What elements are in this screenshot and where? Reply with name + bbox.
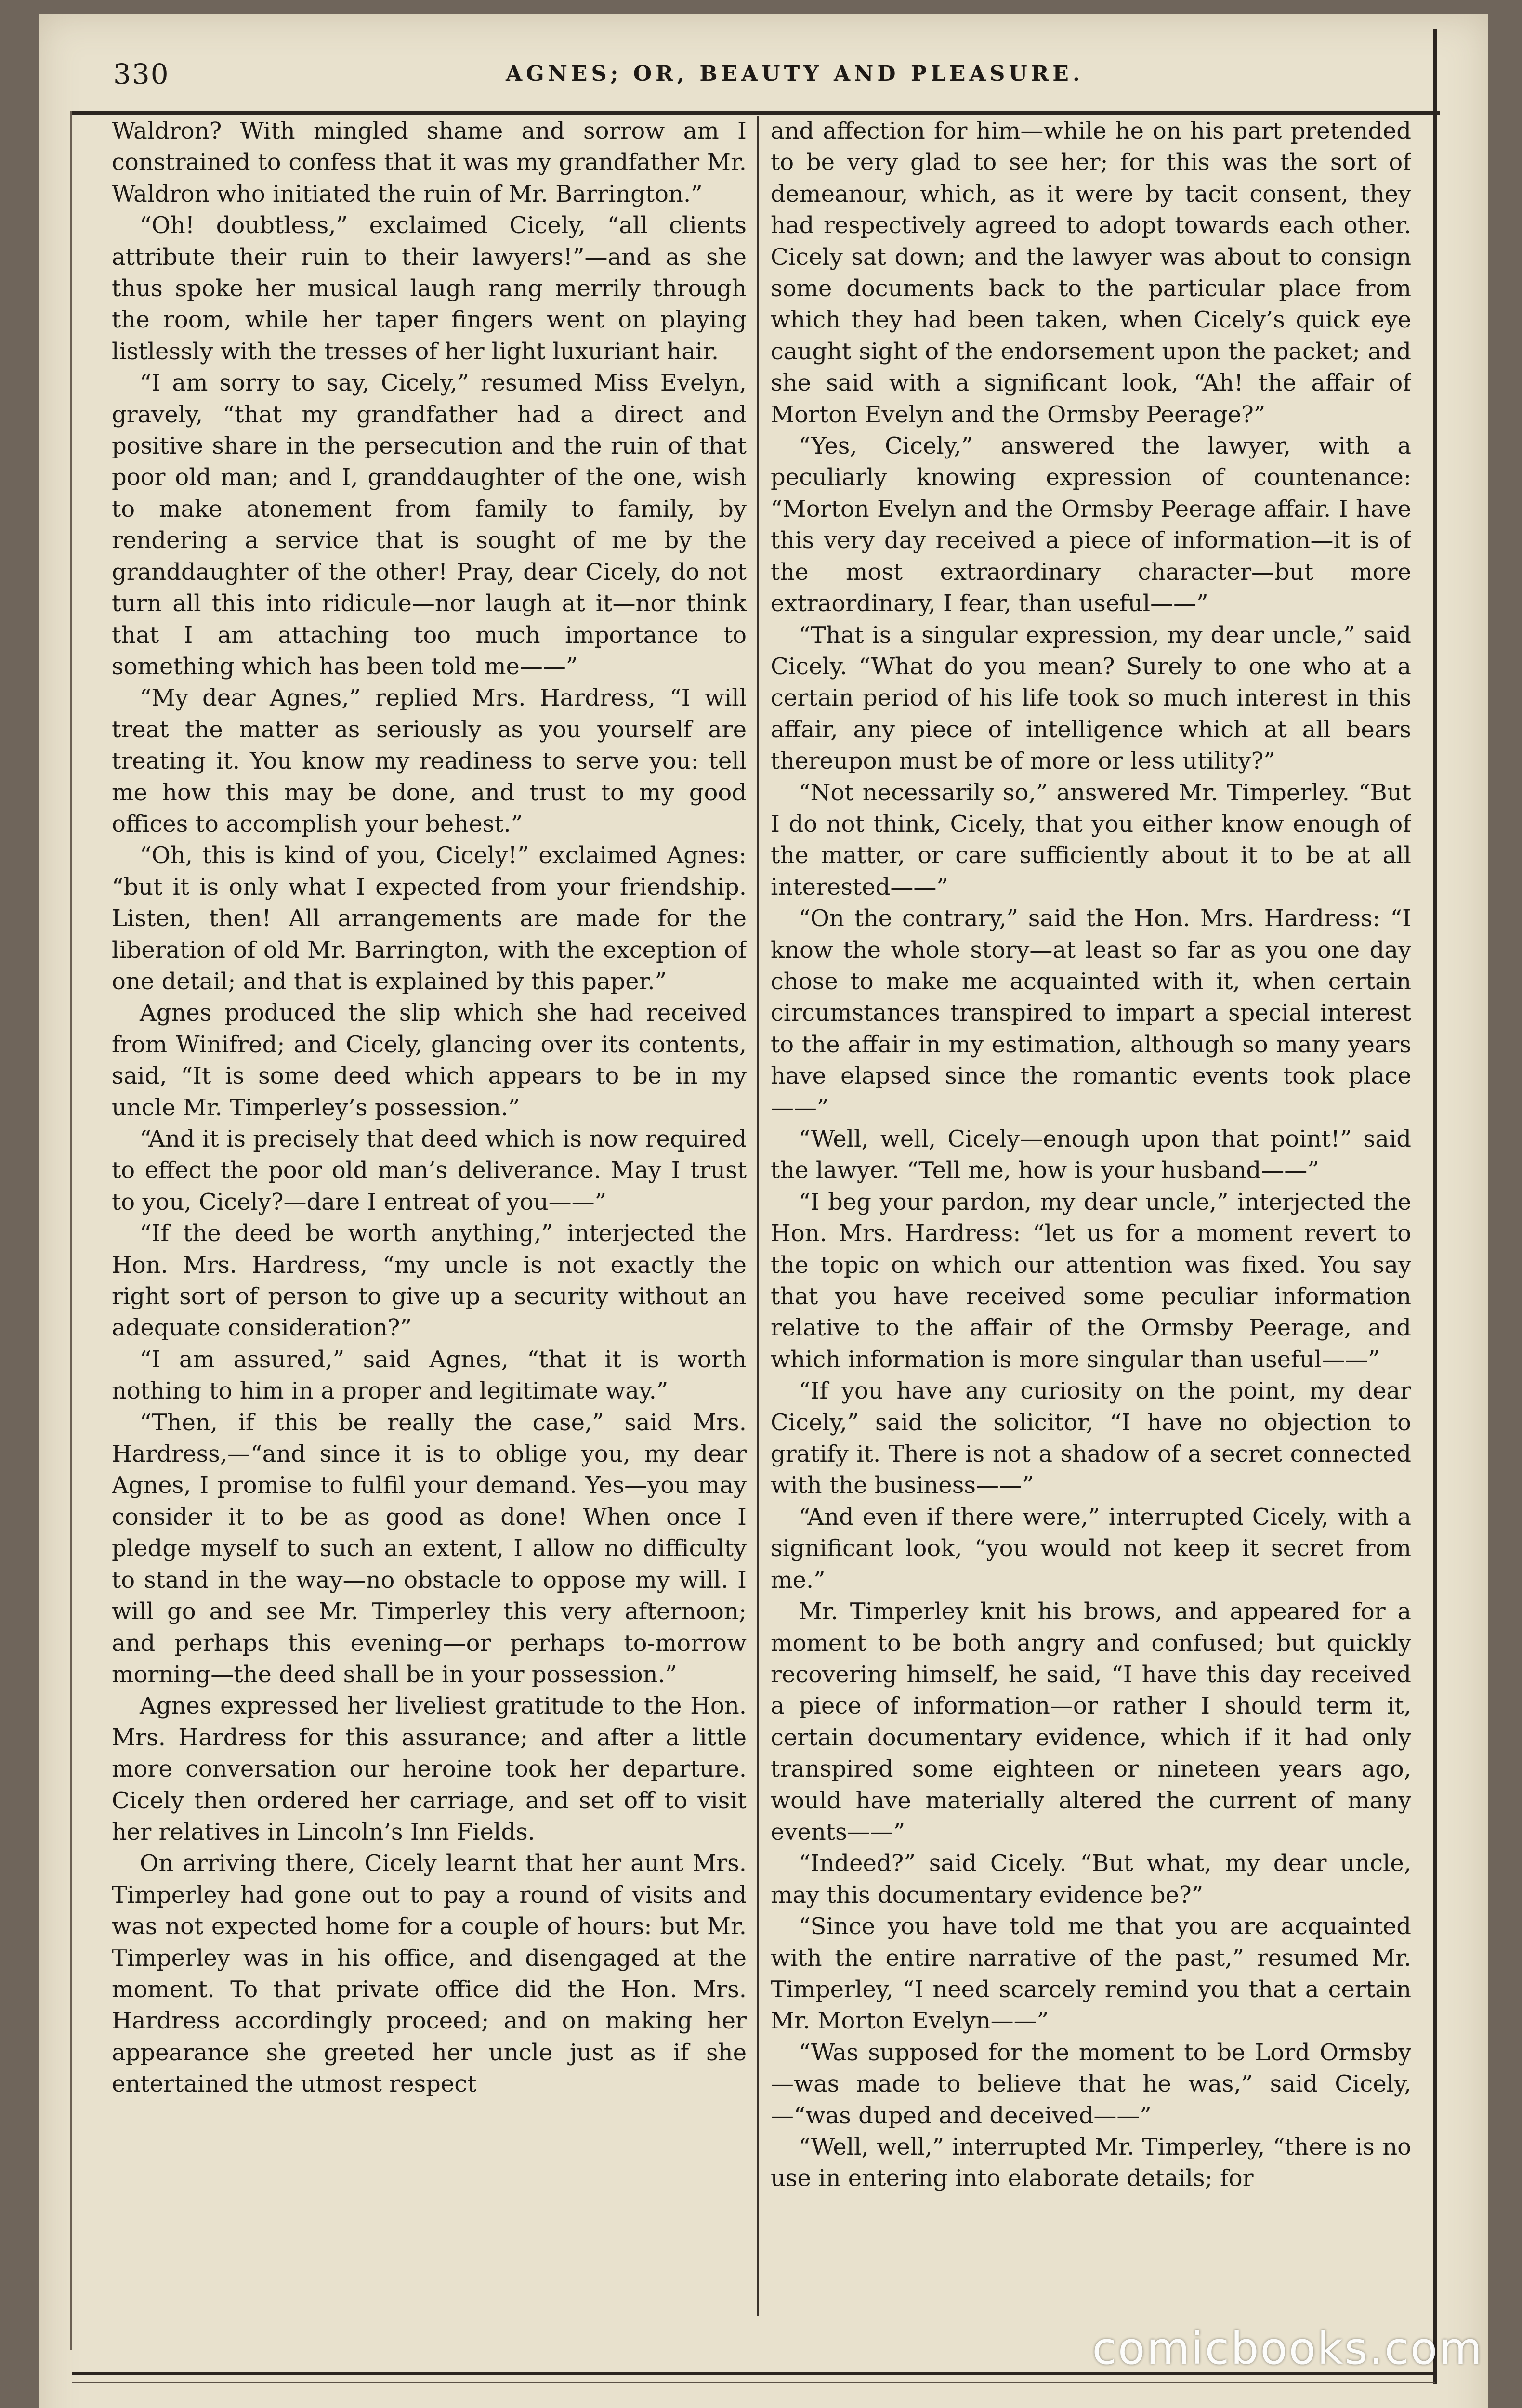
- paragraph: “If you have any curiosity on the point, my dear Cicely,” said the solicitor, “I have no objection to gratify it. There is not a shadow of a secret connected with the business——”: [771, 1377, 1411, 1499]
- paragraph: “Not necessarily so,” answered Mr. Timperley. “But I do not think, Cicely, that you either know enough of the matter, or care sufficiently about it to be at all interested——”: [771, 779, 1411, 901]
- running-title: AGNES; OR, BEAUTY AND PLEASURE.: [506, 62, 1084, 86]
- column-divider: [757, 116, 759, 2316]
- paragraph: “Was supposed for the moment to be Lord Ormsby—was made to believe that he was,” said Cicely,—“was duped and deceived——”: [771, 2039, 1411, 2129]
- paragraph: Waldron? With mingled shame and sorrow am I constrained to confess that it was my grandfather Mr. Waldron who initiated the ruin of Mr. Barrington.”: [112, 118, 747, 208]
- paragraph: “And even if there were,” interrupted Cicely, with a significant look, “you would not keep it secret from me.”: [771, 1503, 1411, 1594]
- paragraph: “Since you have told me that you are acquainted with the entire narrative of the past,” resumed Mr. Timperley, “I need scarcely remind you that a certain Mr. Morton Evelyn——”: [771, 1913, 1411, 2035]
- paragraph: “I beg your pardon, my dear uncle,” interjected the Hon. Mrs. Hardress: “let us for a moment revert to the topic on which our attention was fixed. You say that you have received some peculiar information relative to the affair of the Ormsby Peerage, and which information is more singular than useful——”: [771, 1188, 1411, 1373]
- watermark: comicbooks.com: [1092, 2323, 1483, 2374]
- paragraph: “My dear Agnes,” replied Mrs. Hardress, “I will treat the matter as seriously as you yourself are treating it. You know my readiness to serve you: tell me how this may be done, and trust to my good offices to accomplish your behest.”: [112, 684, 747, 838]
- top-rule: [70, 111, 1440, 115]
- paragraph: “Well, well, Cicely—enough upon that point!” said the lawyer. “Tell me, how is your husband——”: [771, 1125, 1411, 1184]
- paragraph: and affection for him—while he on his part pretended to be very glad to see her; for this was the sort of demeanour, which, as it were by tacit consent, they had respectively agreed to adopt towards each other. Cicely sat down; and the lawyer was about to consign some documents back to the particular place from which they had been taken, when Cicely’s quick eye caught sight of the endorsement upon the packet; and she said with a significant look, “Ah! the affair of Morton Evelyn and the Ormsby Peerage?”: [771, 118, 1411, 428]
- paragraph: “Then, if this be really the case,” said Mrs. Hardress,—“and since it is to oblige you, my dear Agnes, I promise to fulfil your demand. Yes—you may consider it to be as good as done! When once I pledge myself to such an extent, I allow no difficulty to stand in the way—no obstacle to oppose my will. I will go and see Mr. Timperley this very afternoon; and perhaps this evening—or perhaps to-morrow morning—the deed shall be in your possession.”: [112, 1409, 747, 1688]
- paragraph: Mr. Timperley knit his brows, and appeared for a moment to be both angry and confused; but quickly recovering himself, he said, “I have this day received a piece of information—or rather I should term it, certain documentary evidence, which if it had only transpired some eighteen or nineteen years ago, would have materially altered the current of many events——”: [771, 1598, 1411, 1845]
- paragraph: “Indeed?” said Cicely. “But what, my dear uncle, may this documentary evidence be?”: [771, 1850, 1411, 1909]
- paragraph: “On the contrary,” said the Hon. Mrs. Hardress: “I know the whole story—at least so far as you one day chose to make me acquainted with it, when certain circumstances transpired to impart a special interest to the affair in my estimation, although so many years have elapsed since the romantic events took place——”: [771, 905, 1411, 1121]
- paragraph: “I am sorry to say, Cicely,” resumed Miss Evelyn, gravely, “that my grandfather had a direct and positive share in the persecution and the ruin of that poor old man; and I, granddaughter of the one, wish to make atonement from family to family, by rendering a service that is sought of me by the granddaughter of the other! Pray, dear Cicely, do not turn all this into ridicule—nor laugh at it—nor think that I am attaching too much importance to something which has been told me——”: [112, 369, 747, 680]
- left-rule: [70, 111, 72, 2350]
- paragraph: “Yes, Cicely,” answered the lawyer, with a peculiarly knowing expression of countenance: “Morton Evelyn and the Ormsby Peerage affair. I have this very day received a piece of information—it is of the most extraordinary character—but more extraordinary, I fear, than useful——”: [771, 432, 1411, 617]
- bottom-rule-thin: [72, 2382, 1435, 2383]
- paragraph: Agnes produced the slip which she had received from Winifred; and Cicely, glancing over its contents, said, “It is some deed which appears to be in my uncle Mr. Timperley’s possession.”: [112, 999, 747, 1121]
- paragraph: “Oh, this is kind of you, Cicely!” exclaimed Agnes: “but it is only what I expected from your friendship. Listen, then! All arrangements are made for the liberation of old Mr. Barrington, with the exception of one detail; and that is explained by this paper.”: [112, 842, 747, 995]
- paragraph: “And it is precisely that deed which is now required to effect the poor old man’s deliverance. May I trust to you, Cicely?—dare I entreat of you——”: [112, 1125, 747, 1216]
- paragraph: “If the deed be worth anything,” interjected the Hon. Mrs. Hardress, “my uncle is not exactly the right sort of person to give up a security without an adequate consideration?”: [112, 1220, 747, 1342]
- page-number: 330: [113, 58, 170, 91]
- paragraph: Agnes expressed her liveliest gratitude to the Hon. Mrs. Hardress for this assurance; and after a little more conversation our heroine took her departure. Cicely then ordered her carriage, and set off to visit her relatives in Lincoln’s Inn Fields.: [112, 1692, 747, 1845]
- paragraph: “That is a singular expression, my dear uncle,” said Cicely. “What do you mean? Surely to one who at a certain period of his life took so much interest in this affair, any piece of intelligence which at all bears thereupon must be of more or less utility?”: [771, 621, 1411, 775]
- right-rule: [1433, 29, 1437, 2384]
- paragraph: “I am assured,” said Agnes, “that it is worth nothing to him in a proper and legitimate way.”: [112, 1346, 747, 1405]
- left-column: [112, 116, 747, 2321]
- right-column: [771, 116, 1411, 2321]
- paragraph: On arriving there, Cicely learnt that her aunt Mrs. Timperley had gone out to pay a round of visits and was not expected home for a couple of hours: but Mr. Timperley was in his office, and disengaged at the moment. To that private office did the Hon. Mrs. Hardress accordingly proceed; and on making her appearance she greeted her uncle just as if she entertained the utmost respect: [112, 1850, 747, 2098]
- paragraph: “Oh! doubtless,” exclaimed Cicely, “all clients attribute their ruin to their lawyers!”—and as she thus spoke her musical laugh rang merrily through the room, while her taper fingers went on playing listlessly with the tresses of her light luxuriant hair.: [112, 212, 747, 365]
- paragraph: “Well, well,” interrupted Mr. Timperley, “there is no use in entering into elaborate details; for: [771, 2133, 1411, 2192]
